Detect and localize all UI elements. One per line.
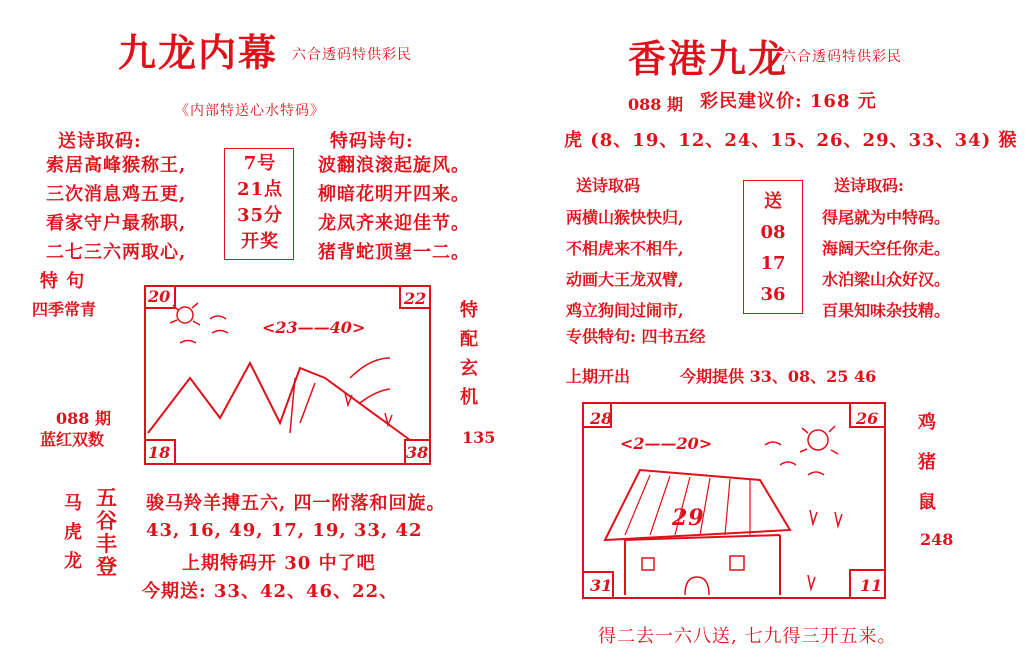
side-char: 猪 bbox=[918, 452, 937, 473]
time-line: 21点 bbox=[236, 179, 284, 200]
right-poem-right bbox=[822, 202, 950, 326]
send-line: 送 bbox=[764, 191, 782, 212]
left-subtitle: 《内部特送心水特码》 bbox=[175, 103, 325, 119]
left-time-box-text bbox=[230, 151, 290, 255]
poem-line: 波翻浪滚起旋风。 bbox=[318, 155, 470, 176]
left-line3: 上期特码开 30 中了吧 bbox=[182, 553, 376, 574]
right-this-issue: 今期提供 33、08、25 46 bbox=[680, 367, 877, 386]
poem-line: 索居高峰猴称王, bbox=[46, 155, 187, 176]
right-poem-header-left: 送诗取码 bbox=[576, 176, 641, 195]
left-poem-right bbox=[318, 151, 470, 267]
left-title: 九龙内幕 bbox=[118, 30, 279, 75]
poem-line: 得尾就为中特码。 bbox=[822, 208, 951, 227]
poem-line: 看家守户最称职, bbox=[46, 213, 187, 234]
send-line: 17 bbox=[760, 253, 786, 274]
right-send-box-text bbox=[745, 186, 801, 310]
right-price: 彩民建议价: 168 元 bbox=[700, 91, 877, 112]
right-title: 香港九龙 bbox=[628, 36, 789, 81]
poem-line: 二七三六两取心, bbox=[46, 242, 187, 263]
right-bottom-line: 得二去一六八送, 七九得三开五来。 bbox=[598, 626, 897, 647]
left-line1: 骏马羚羊搏五六, 四一附落和回旋。 bbox=[146, 493, 446, 514]
left-sketch-tl: 20 bbox=[148, 287, 171, 306]
poem-line: 龙凤齐来迎佳节。 bbox=[318, 213, 470, 234]
side-char: 机 bbox=[460, 387, 479, 408]
right-poem-header-right: 送诗取码: bbox=[834, 176, 904, 195]
left-poem-header-left: 送诗取码: bbox=[58, 131, 142, 152]
right-poem-left bbox=[566, 202, 684, 326]
poem-line: 海阔天空任你走。 bbox=[822, 239, 951, 258]
poem-line: 猪背蛇顶望一二。 bbox=[318, 242, 470, 263]
side-char: 玄 bbox=[460, 358, 479, 379]
right-sketch-tr: 26 bbox=[856, 409, 879, 428]
left-side-vertical bbox=[460, 296, 479, 412]
left-sketch-bl: 18 bbox=[148, 443, 171, 462]
poem-line: 不相虎来不相牛, bbox=[566, 239, 684, 258]
harvest-char: 丰 bbox=[96, 531, 117, 556]
right-title-sub: 六合透码特供彩民 bbox=[782, 49, 902, 65]
left-line2: 43, 16, 49, 17, 19, 33, 42 bbox=[146, 520, 423, 541]
time-line: 35分 bbox=[236, 205, 284, 226]
harvest-char: 五 bbox=[96, 485, 117, 510]
right-sketch-house: 29 bbox=[672, 505, 705, 531]
right-sketch bbox=[580, 400, 890, 600]
poem-line: 三次消息鸡五更, bbox=[46, 184, 187, 205]
left-side-number: 135 bbox=[462, 428, 496, 447]
right-special: 专供特句: 四书五经 bbox=[566, 327, 706, 346]
poem-line: 鸡立狗间过闹市, bbox=[566, 301, 684, 320]
left-sketch-range: <23——40> bbox=[262, 318, 366, 337]
left-poem-header-right: 特码诗句: bbox=[330, 131, 414, 152]
left-harvest-vertical bbox=[96, 486, 117, 578]
side-char: 特 bbox=[460, 300, 479, 321]
left-issue-value: 蓝红双数 bbox=[40, 430, 105, 449]
right-issue: 088 期 bbox=[628, 95, 683, 114]
send-line: 36 bbox=[760, 284, 786, 305]
right-sketch-tl: 28 bbox=[590, 409, 613, 428]
right-tiger-line: 虎 (8、19、12、24、15、26、29、33、34) 猴 bbox=[564, 130, 1018, 151]
time-line: 开奖 bbox=[241, 231, 279, 252]
right-last-issue: 上期开出 bbox=[566, 367, 631, 386]
poem-line: 柳暗花明开四来。 bbox=[318, 184, 470, 205]
poem-line: 动画大王龙双臂, bbox=[566, 270, 684, 289]
left-title-sub: 六合透码特供彩民 bbox=[292, 47, 412, 63]
right-side-vertical bbox=[918, 403, 937, 523]
left-sketch bbox=[140, 283, 435, 468]
time-line: 7号 bbox=[243, 153, 277, 174]
side-char: 鸡 bbox=[918, 412, 937, 433]
left-te-ju-label: 特 句 bbox=[40, 271, 86, 292]
zodiac-char: 龙 bbox=[64, 551, 83, 572]
send-line: 08 bbox=[760, 222, 786, 243]
left-issue-label: 088 期 bbox=[56, 409, 111, 428]
poem-line: 两横山猴快快归, bbox=[566, 208, 684, 227]
left-sketch-br: 38 bbox=[406, 443, 429, 462]
left-zodiac-vertical bbox=[64, 489, 83, 576]
harvest-char: 登 bbox=[96, 554, 117, 579]
right-sketch-bl: 31 bbox=[590, 576, 613, 595]
zodiac-char: 马 bbox=[64, 493, 83, 514]
right-sketch-br: 11 bbox=[860, 576, 883, 595]
side-char: 配 bbox=[460, 329, 479, 350]
left-line4: 今期送: 33、42、46、22、 bbox=[142, 581, 399, 602]
poem-line: 百果知味杂技精。 bbox=[822, 301, 951, 320]
side-char: 鼠 bbox=[918, 492, 937, 513]
left-te-ju-value: 四季常青 bbox=[32, 300, 97, 319]
right-side-number: 248 bbox=[920, 530, 954, 549]
zodiac-char: 虎 bbox=[64, 522, 83, 543]
right-sketch-range: <2——20> bbox=[620, 434, 713, 453]
left-sketch-tr: 22 bbox=[404, 289, 427, 308]
harvest-char: 谷 bbox=[96, 508, 117, 533]
left-poem-left bbox=[46, 151, 186, 267]
poem-line: 水泊梁山众好汉。 bbox=[822, 270, 951, 289]
